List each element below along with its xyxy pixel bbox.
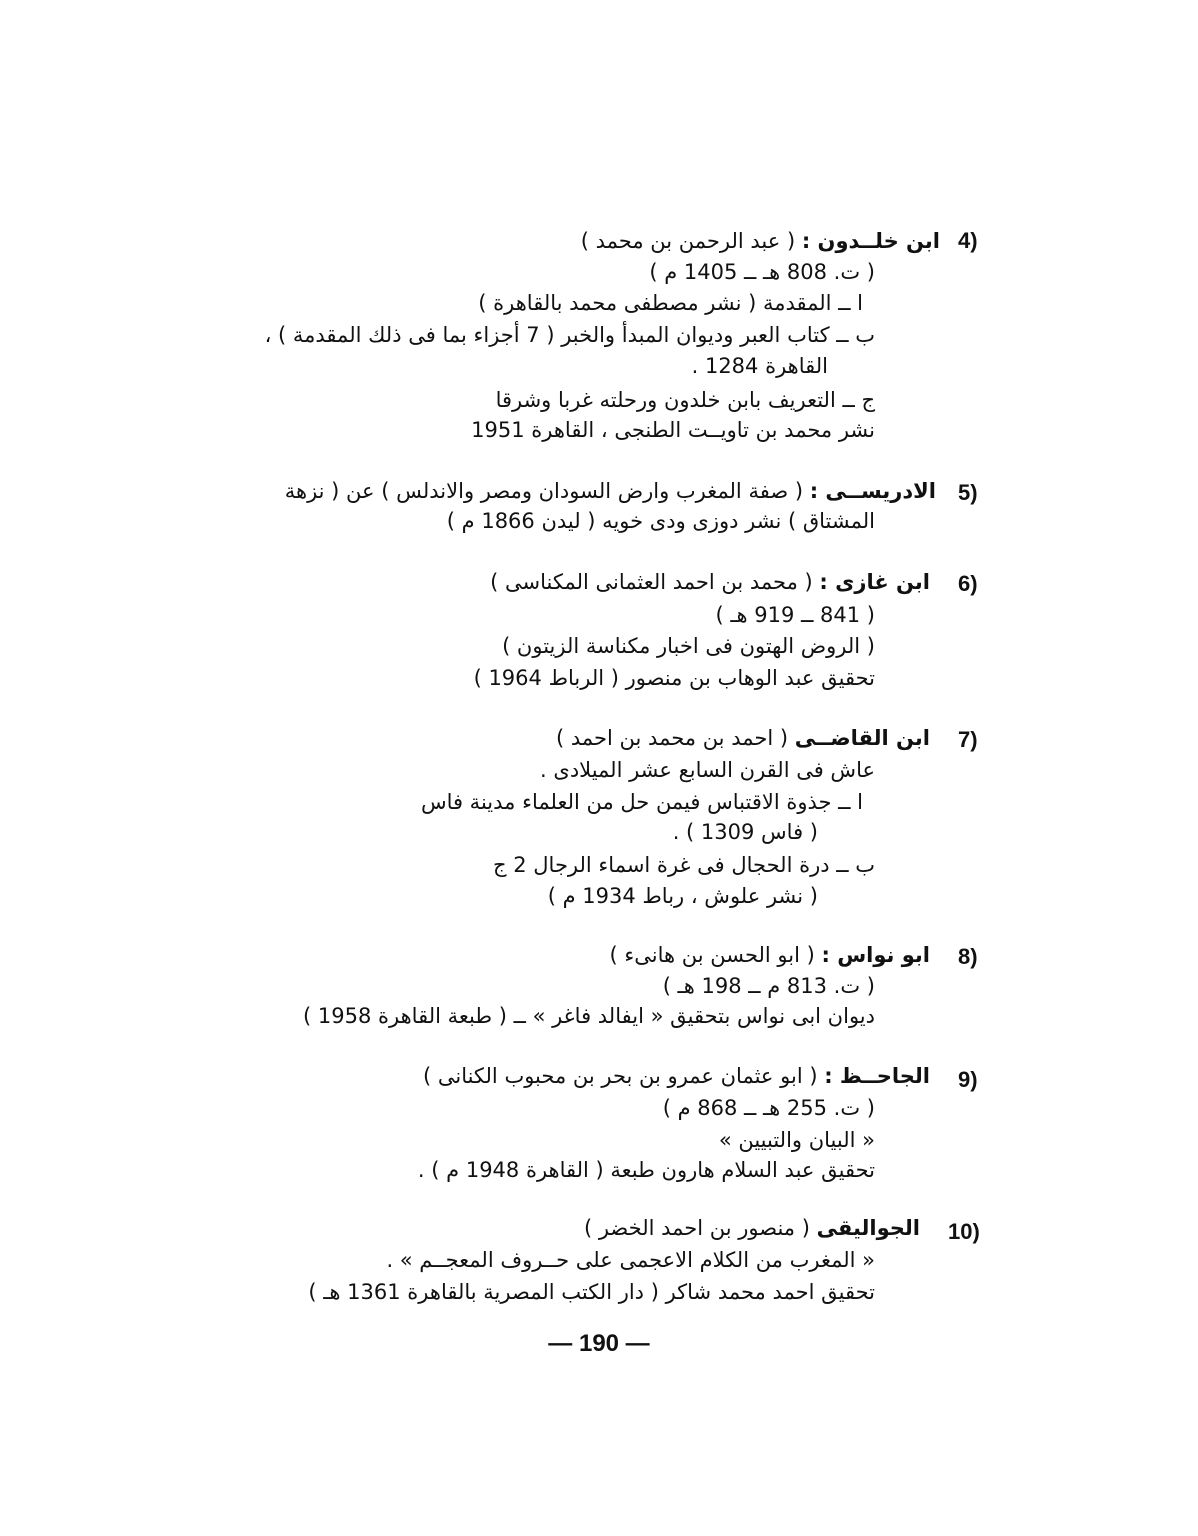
entry-line: « المغرب من الكلام الاعجمى على حــروف المعجــم » . [386,1248,875,1272]
entry-name: الجواليقى [816,1216,920,1240]
entry-line: ا ــ جذوة الاقتباس فيمن حل من العلماء مدينة فاس [420,790,863,814]
entry-line: ج ــ التعريف بابن خلدون ورحلته غربا وشرقا [495,388,875,412]
page-number: — 190 — [548,1330,650,1357]
entry-line: تحقيق عبد الوهاب بن منصور ( الرباط 1964 ) [473,666,875,690]
entry-title: ( منصور بن احمد الخضر ) [583,1216,817,1240]
entry-line: ديوان ابى نواس بتحقيق « ايفالد فاغر » ــ ( طبعة القاهرة 1958 ) [303,1004,875,1028]
entry-title: ( عبد الرحمن بن محمد ) [580,229,802,253]
entry-title: ( صفة المغرب وارض السودان ومصر والاندلس ) عن ( نزهة [284,479,810,503]
entry-title: ( ابو الحسن بن هانىء ) [609,943,822,967]
entry-name: ابن غازى : [819,570,930,594]
entry-number: 8) [958,944,978,969]
entry-title: ( ابو عثمان عمرو بن بحر بن محبوب الكنانى ) [422,1064,825,1088]
entry-name: ابن خلــدون : [801,229,940,253]
entry-heading [285,476,936,506]
entry-line: « البيان والتبيين » [718,1128,875,1152]
entry-heading [423,1061,930,1091]
entry-line: ( ت. 255 هـ ــ 868 م ) [662,1096,875,1120]
entry-line: ا ــ المقدمة ( نشر مصطفى محمد بالقاهرة ) [478,291,863,315]
entry-line: نشر محمد بن تاويــت الطنجى ، القاهرة 1951 [471,418,875,442]
entry-line: ( فاس 1309 ) . [672,820,818,844]
entry-name: ابن القاضــى [794,726,930,750]
entry-heading [490,567,930,597]
entry-line: المشتاق ) نشر دوزى ودى خويه ( ليدن 1866 م ) [446,509,875,533]
entry-heading [581,226,940,256]
entry-number: 7) [958,727,978,752]
entry-number: 9) [958,1067,978,1092]
entry-line: تحقيق عبد السلام هارون طبعة ( القاهرة 1948 م ) . [417,1158,875,1182]
entry-line: ( نشر علوش ، رباط 1934 م ) [547,884,818,908]
entry-line: ب ــ درة الحجال فى غرة اسماء الرجال 2 ج [493,853,875,877]
entry-title: ( محمد بن احمد العثمانى المكناسى ) [490,570,820,594]
entry-heading [610,940,931,970]
entry-line: ( ت. 808 هـ ــ 1405 م ) [649,260,875,284]
entry-number: 10) [948,1219,980,1244]
entry-heading [556,723,930,753]
entry-number: 6) [958,571,978,596]
entry-number: 5) [958,480,978,505]
entry-name: الجاحــظ : [824,1064,930,1088]
entry-line: تحقيق احمد محمد شاكر ( دار الكتب المصرية بالقاهرة 1361 هـ ) [308,1280,875,1304]
entry-line: القاهرة 1284 . [691,354,828,378]
entry-line: ( 841 ــ 919 هـ ) [715,603,875,627]
entry-number: 4) [958,228,978,253]
entry-line: عاش فى القرن السابع عشر الميلادى . [540,758,875,782]
entry-name: الادريســى : [809,479,936,503]
entry-line: ( ت. 813 م ــ 198 هـ ) [662,974,875,998]
entry-line: ( الروض الهتون فى اخبار مكناسة الزيتون ) [502,634,875,658]
entry-title: ( احمد بن محمد بن احمد ) [556,726,795,750]
entry-name: ابو نواس : [821,943,930,967]
entry-line: ب ــ كتاب العبر وديوان المبدأ والخبر ( 7 أجزاء بما فى ذلك المقدمة ) ، [264,323,875,347]
entry-heading [584,1213,920,1243]
